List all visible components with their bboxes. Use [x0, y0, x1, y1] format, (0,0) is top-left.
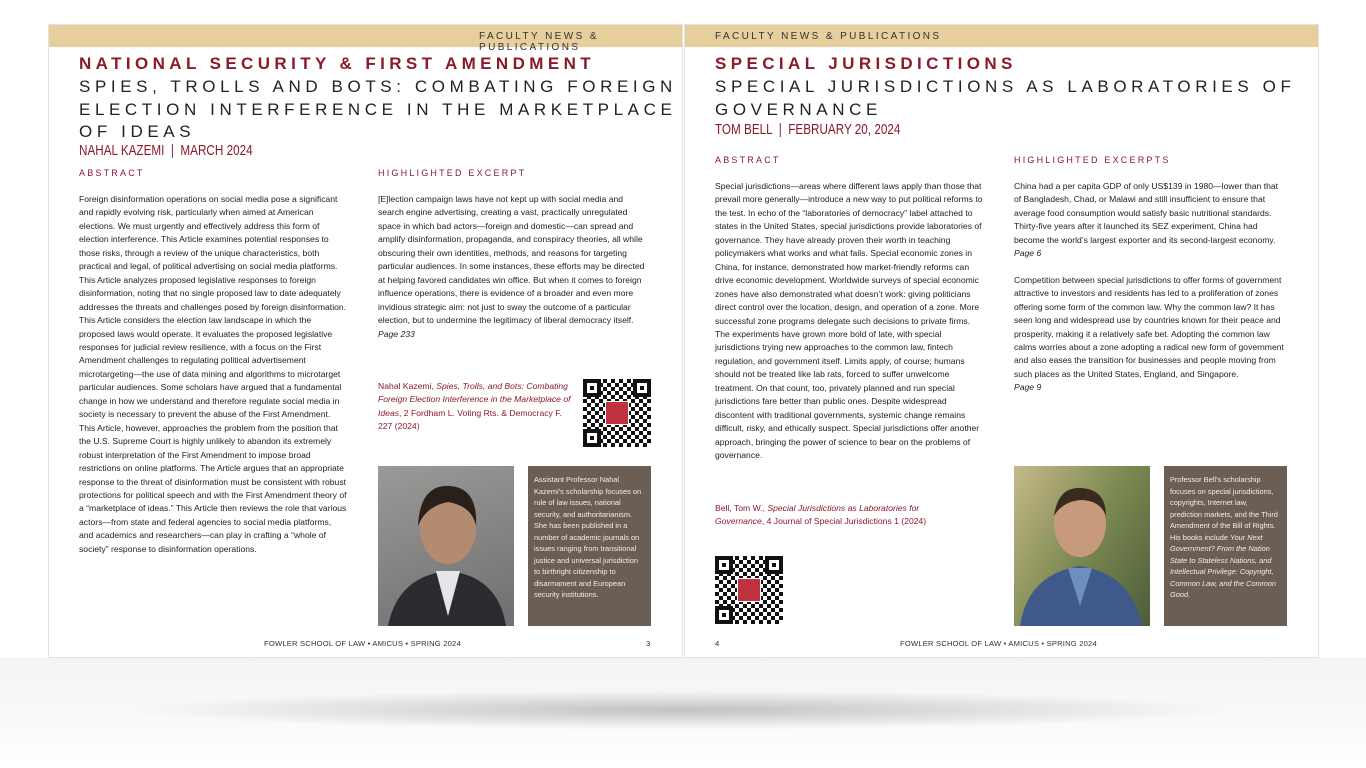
citation[interactable] [378, 380, 573, 434]
page-number: 4 [715, 639, 720, 648]
page-number: 3 [646, 639, 651, 648]
excerpt-page: Page 6 [1014, 248, 1042, 259]
byline: TOM BELL | FEBRUARY 20, 2024 [715, 121, 901, 138]
article-title: SPECIAL JURISDICTIONS AS LABORATORIES OF GOVERNANCE [715, 77, 1296, 119]
author-photo [378, 466, 514, 626]
author-photo [1014, 466, 1150, 626]
topic-heading: NATIONAL SECURITY & FIRST AMENDMENT [79, 54, 596, 73]
qr-code[interactable] [583, 379, 651, 447]
citation-source: , 2 Fordham L. Voting Rts. & Democracy F. 227 (2024) [378, 407, 562, 432]
section-band [49, 25, 682, 53]
spread-shadow [120, 690, 1240, 730]
page-right [684, 24, 1319, 658]
excerpt [378, 193, 646, 341]
citation-author: Nahal Kazemi, [378, 381, 437, 391]
abstract-text: Special jurisdictions—areas where different laws apply than those that prevail more generally—introduce a new way to put political reforms to the test. In echo of the “laboratories of democracy” label attached to states in the United States, special jurisdictions provide laboratories of governance. They have already proven their worth in teaching policymakers what works and what fails. Special economic zones in China, for instance, demonstrated how market-friendly reforms can drive economic development. Worldwide surveys of special economic zones have also demonstrated what doesn’t work: giving politicians direct control over the location, design, and operation of a zone. More successful zone programs delegate such decisions to private firms. The experiments have grown more bold of late, with special jurisdictions trying new approaches to the common law, fintech regulation, and government itself. Limits apply, of course; humans should not be treated like lab rats, forced to suffer unwelcome treatment. On that count, too, privately planned and run special jurisdictions fare better than public ones. Despite widespread discontent with traditional governments, systemic change remains difficult, risky, and ethically suspect. Special jurisdictions offer another approach, bringing the power of science to bear on the problems of governance. [715, 181, 983, 461]
excerpt-label: HIGHLIGHTED EXCERPT [378, 168, 527, 178]
byline: NAHAL KAZEMI | MARCH 2024 [79, 142, 253, 159]
author-bio: Assistant Professor Nahal Kazemi’s scholarship focuses on rule of law issues, national security, and authoritarianism. She has been published in a number of academic journals on issues ranging from transitional justice and universal jurisdiction to birthright citizenship to disarmament and European security institutions. [528, 466, 651, 626]
author-bio-text: Professor Bell’s scholarship focuses on special jurisdictions, copyrights, Internet law, prediction markets, and the Third Amendment of the Bill of Rights. His books include [1170, 475, 1278, 542]
article-title: SPIES, TROLLS AND BOTS: COMBATING FOREIGN ELECTION INTERFERENCE IN THE MARKETPLACE OF IDEAS [79, 77, 677, 141]
section-band [685, 25, 1318, 47]
excerpt-text: [E]lection campaign laws have not kept up with social media and search engine advertising, creating a vast, practically unregulated space in which bad actors—foreign and domestic—can spread and amplify disinformation, propaganda, and conspiracy theories, all while obscuring their own identities, methods, and reasons for targeting particular audiences. In some instances, these efforts may be directed at helping favored candidates win office. But when it comes to foreign influence operations, there is evidence of a broader and even more invidious strategic aim: not just to sway the outcome of a particular election, but to undermine the legitimacy of liberal democracy itself. [378, 194, 645, 326]
citation-title: Spies, Trolls, and Bots: Combating Foreign Election Interference in the Marketplace of Ideas [378, 381, 571, 418]
excerpt-page: Page 233 [378, 328, 415, 339]
excerpt-label: HIGHLIGHTED EXCERPTS [1014, 155, 1171, 165]
qr-code[interactable] [715, 556, 783, 624]
section-label: FACULTY NEWS & PUBLICATIONS [715, 31, 942, 42]
excerpt-text: China had a per capita GDP of only US$139 in 1980—lower than that of Bangladesh, Chad, or Malawi and still insufficient to ensure that average food consumption would satisfy basic nutritional standards. Thirty-five years after it launched its SEZ experiment, China had become the world’s largest exporter and its second-largest economy. [1014, 181, 1279, 245]
author-bio [1164, 466, 1287, 626]
abstract-label: ABSTRACT [715, 155, 781, 165]
citation-source: , 4 Journal of Special Jurisdictions 1 (2024) [761, 516, 927, 527]
footer-text: FOWLER SCHOOL OF LAW • AMICUS • SPRING 2024 [264, 639, 461, 648]
page-left [48, 24, 683, 658]
author-books: Your Next Government? From the Nation State to Stateless Nations, and Intellectual Privilege: Copyright, Common Law, and the Common Good. [1170, 532, 1276, 599]
section-label: FACULTY NEWS & PUBLICATIONS [479, 31, 599, 53]
abstract-label: ABSTRACT [79, 168, 145, 178]
excerpts [1014, 180, 1286, 395]
abstract-text: Foreign disinformation operations on social media pose a significant and rapidly evolving risk, particularly when aimed at American elections. We must urgently and effectively address this form of election interference. This Article examines potential responses to those risks, through a review of the unique characteristics, both practical and legal, of political advertising on social media platforms. This Article analyzes proposed legislative responses to foreign disinformation, noting that no single proposed law to date adequately addresses the threats and challenges posed by foreign disinformation. This Article considers the election law landscape in which the proposed laws would operate. It evaluates the proposed legislative responses for judicial review resilience, with a focus on the First Amendment challenges to regulating political advertisement microtargeting—the use of data mining and algorithms to microtarget particular audiences. Some scholars have argued that a fundamental change in how we understand and therefore regulate social media in society is necessary to prevent the abuse of the First Amendment. This Article, however, approaches the problem from the position that the U.S. Supreme Court is highly unlikely to abandon its extremely robust interpretation of the First Amendment to impose broad restrictions on online platforms. The Article argues that an appropriate response to the threat of disinformation must be consistent with robust protections for political speech and with the First Amendment theory of a “marketplace of ideas.” This Article then reviews the role that various actors—from state and federal agencies to social media platforms, and academics and researchers—can play in crafting a “whole of society” response to disinformation operations. [79, 194, 347, 554]
excerpt-page: Page 9 [1014, 382, 1042, 393]
citation-author: Bell, Tom W., [715, 503, 768, 513]
citation-title: Special Jurisdictions as Laboratories for Governance [715, 503, 920, 527]
excerpt-text: Competition between special jurisdictions to offer forms of government attractive to investors and residents has led to a proliferation of zones offering some form of the common law. Why the common law? It has seen long and widespread use by countries known for their peace and prosperity, making it a relatively safe bet. Adopting the common law calms worries about a zone adopting a radical new form of government and also eases the transition for businesses and people moving from such places as the United States, England, and Singapore. [1014, 274, 1284, 379]
citation[interactable] [715, 502, 965, 529]
topic-heading: SPECIAL JURISDICTIONS [715, 54, 1017, 73]
footer-text: FOWLER SCHOOL OF LAW • AMICUS • SPRING 2024 [900, 639, 1097, 648]
